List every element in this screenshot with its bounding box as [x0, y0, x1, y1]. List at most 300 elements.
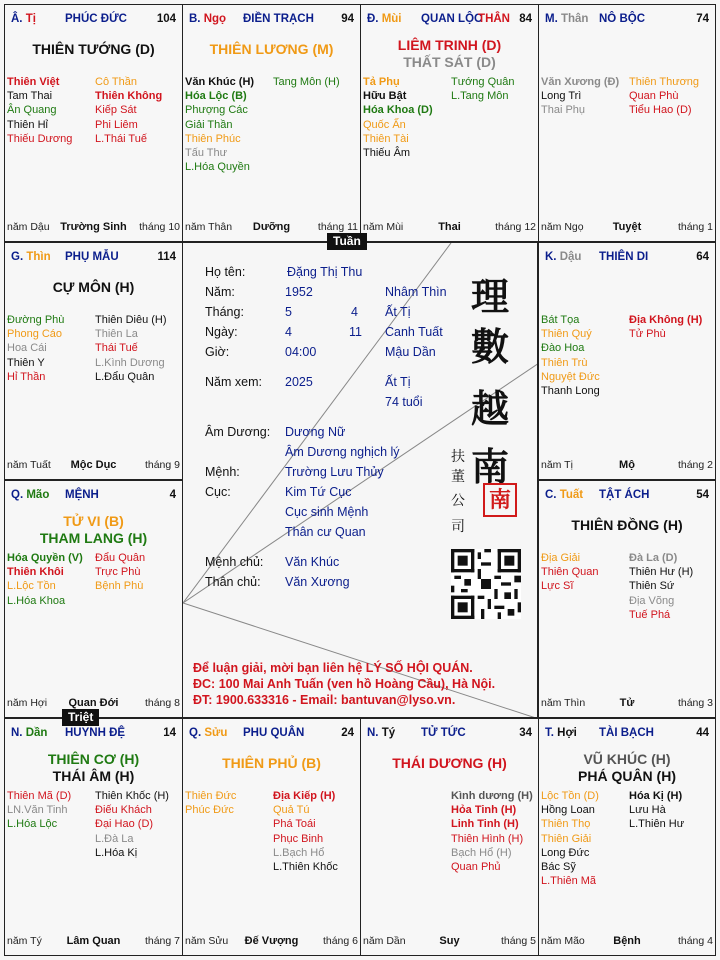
star-item: Kiếp Sát: [95, 104, 137, 117]
palace-stem: G.: [11, 251, 24, 263]
palace-position: [367, 727, 395, 739]
palace-year: năm Dần: [363, 935, 406, 947]
hour-can: Mậu Dần: [385, 345, 436, 359]
star-item: Đại Hao (D): [95, 818, 154, 831]
left-star-list: [541, 313, 600, 398]
palace-name: PHỤ MẪU: [65, 251, 119, 263]
main-star: THIÊN CƠ (H): [47, 751, 140, 767]
right-star-list: [451, 75, 515, 103]
cuc-value: Kim Tứ Cục: [285, 485, 352, 499]
palace-header: [11, 13, 176, 29]
than-chu-label: Thân chủ:: [205, 575, 261, 589]
palace-stem: Q.: [11, 489, 24, 501]
palace-position: [11, 489, 49, 501]
palace-month: tháng 7: [144, 935, 180, 947]
menh-chu-value: Văn Khúc: [285, 555, 340, 569]
star-item: L.Hóa Lộc: [7, 818, 58, 831]
small-calligraphy-1: 扶: [451, 449, 465, 465]
star-item: Quốc Ấn: [363, 118, 406, 131]
right-star-list: [451, 789, 533, 874]
palace-year: năm Hợi: [7, 697, 48, 709]
palace-month: tháng 9: [144, 459, 180, 471]
star-item: L.Thiên Khốc: [273, 861, 338, 874]
palace-number: 24: [341, 727, 354, 739]
left-star-list: [7, 789, 71, 832]
palace-month: tháng 1: [677, 221, 713, 233]
palace-month: tháng 6: [322, 935, 358, 947]
palace-header: [545, 251, 709, 267]
main-star: THIÊN TƯỚNG (D): [32, 41, 155, 57]
main-star: THIÊN LƯƠNG (M): [209, 41, 334, 57]
left-star-list: [541, 75, 619, 118]
life-stage: Dưỡng: [252, 221, 291, 233]
star-item: Bạch Hổ (H): [451, 846, 512, 859]
palace-ngo: [182, 4, 361, 242]
palace-footer: [185, 935, 358, 949]
cuc-label: Cục:: [205, 485, 231, 499]
palace-stem: Q.: [189, 727, 202, 739]
right-star-list: [629, 313, 702, 341]
palace-hoi: [538, 718, 716, 956]
main-stars: [361, 37, 538, 71]
menh-value: Trường Lưu Thủy: [285, 465, 384, 479]
palace-branch: Tị: [25, 13, 36, 25]
star-item: Thiên Quan: [541, 566, 599, 579]
star-item: Hoa Cái: [7, 342, 47, 355]
star-item: Long Đức: [541, 846, 590, 859]
right-star-list: [273, 789, 338, 874]
palace-year: năm Thìn: [541, 697, 586, 709]
star-item: Hỏa Tinh (H): [451, 804, 517, 817]
left-star-list: [363, 75, 433, 160]
palace-position: [11, 13, 36, 25]
star-item: Giải Thần: [185, 118, 233, 131]
menh-chu-label: Mệnh chủ:: [205, 555, 264, 569]
age-value: 74 tuổi: [385, 395, 423, 409]
palace-branch: Sửu: [204, 727, 228, 739]
star-item: Hỉ Thần: [7, 370, 46, 383]
star-item: Thiên Y: [7, 356, 45, 369]
palace-branch: Thìn: [26, 251, 51, 263]
star-item: Thái Tuế: [95, 342, 138, 355]
star-item: Thiếu Dương: [7, 132, 73, 145]
palace-stem: N.: [367, 727, 379, 739]
palace-month: tháng 4: [677, 935, 713, 947]
star-item: Tấu Thư: [185, 147, 228, 160]
palace-suu: [182, 718, 361, 956]
palace-name: TẬT ÁCH: [599, 489, 650, 501]
hour-label: Giờ:: [205, 345, 230, 359]
star-item: Tam Thai: [7, 90, 53, 103]
main-stars: [5, 513, 182, 547]
star-item: Thai Phụ: [541, 104, 586, 117]
star-item: Phong Cáo: [7, 328, 63, 341]
triet-marker: Triệt: [62, 709, 99, 726]
star-item: Thiên Diêu (H): [95, 314, 167, 326]
star-item: Ân Quang: [7, 104, 57, 117]
star-item: L.Tang Môn: [451, 90, 509, 103]
palace-tuat: [538, 480, 716, 718]
left-star-list: [7, 75, 72, 146]
main-star: PHÁ QUÂN (H): [578, 768, 676, 784]
left-star-list: [7, 551, 83, 608]
palace-footer: [363, 935, 536, 949]
star-item: L.Lộc Tồn: [7, 580, 56, 593]
palace-header: [367, 13, 532, 29]
palace-stem: B.: [189, 13, 201, 25]
main-stars: [183, 41, 360, 58]
star-item: Tiểu Hao (D): [629, 104, 692, 117]
contact-line-3: ĐT: 1900.633316 - Email: bantuvan@lyso.vn.: [193, 693, 456, 707]
life-stage: Bệnh: [613, 935, 641, 947]
star-item: Thiên Mã (D): [7, 790, 72, 802]
star-item: Thanh Long: [541, 385, 600, 398]
palace-branch: Hợi: [557, 727, 577, 739]
amduong-value: Dương Nữ: [285, 425, 346, 439]
star-item: Quan Phù: [629, 90, 679, 103]
palace-number: 94: [341, 13, 354, 25]
palace-month: tháng 3: [677, 697, 713, 709]
palace-number: 54: [696, 489, 709, 501]
life-stage: Mộc Dục: [70, 459, 117, 471]
star-item: L.Hóa Quyền: [185, 161, 250, 174]
star-item: Cô Thần: [95, 76, 137, 88]
palace-branch: Tuất: [559, 489, 584, 501]
life-stage: Lâm Quan: [66, 935, 121, 947]
star-item: Thiên Thương: [629, 76, 700, 88]
palace-footer: [541, 221, 713, 235]
palace-year: năm Thân: [185, 221, 233, 233]
star-item: Quả Tú: [273, 804, 310, 817]
palace-name: PHU QUÂN: [243, 727, 305, 739]
star-item: Thiên Tài: [363, 132, 409, 145]
palace-number: 14: [163, 727, 176, 739]
red-seal-stamp: 南: [483, 483, 517, 517]
palace-position: [545, 13, 588, 25]
palace-branch: Ngọ: [203, 13, 227, 25]
main-stars: [5, 41, 182, 58]
year-can: Nhâm Thìn: [385, 285, 447, 299]
calligraphy-char-1: 理: [471, 274, 510, 319]
view-year-can: Ất Tị: [385, 375, 411, 389]
palace-stem: M.: [545, 13, 558, 25]
palace-ty: [360, 718, 539, 956]
star-item: Nguyệt Đức: [541, 370, 600, 383]
star-item: Địa Không (H): [629, 314, 703, 326]
star-item: Văn Khúc (H): [185, 76, 255, 88]
palace-month: tháng 11: [317, 221, 358, 233]
star-item: Tử Phù: [629, 328, 666, 341]
palace-year: năm Mùi: [363, 221, 404, 233]
star-item: Tướng Quân: [451, 76, 515, 88]
right-star-list: [95, 551, 145, 594]
day-solar: 4: [285, 325, 292, 339]
star-item: L.Hóa Kị: [95, 846, 138, 859]
main-star: LIÊM TRINH (D): [397, 37, 502, 53]
palace-dan: [4, 718, 183, 956]
center-info-panel: [182, 242, 538, 718]
palace-footer: [7, 935, 180, 949]
palace-number: 84: [519, 13, 532, 25]
star-item: Bát Tọa: [541, 314, 580, 326]
palace-year: năm Tý: [7, 935, 42, 947]
palace-month: tháng 5: [500, 935, 536, 947]
day-lunar: 11: [349, 325, 362, 339]
star-item: Hóa Kị (H): [629, 790, 683, 802]
palace-dau: [538, 242, 716, 480]
right-star-list: [95, 75, 162, 146]
right-star-list: [629, 75, 699, 118]
main-star: THẤT SÁT (D): [403, 54, 496, 70]
contact-line-2: ĐC: 100 Mai Anh Tuấn (ven hồ Hoàng Cầu), Hà Nội.: [193, 677, 496, 691]
star-item: Thiên Đức: [185, 790, 237, 802]
star-item: L.Thiên Mã: [541, 875, 597, 888]
palace-number: 74: [696, 13, 709, 25]
star-item: Phượng Các: [185, 104, 248, 117]
name-value: Đặng Thị Thu: [287, 265, 363, 279]
palace-than: [538, 4, 716, 242]
right-star-list: [273, 75, 340, 89]
palace-header: [545, 489, 709, 505]
palace-branch: Tý: [381, 727, 396, 739]
star-item: L.Bạch Hổ: [273, 846, 325, 859]
star-item: Thiên Giải: [541, 832, 592, 845]
star-item: Thiên Sứ: [629, 580, 675, 593]
palace-year: năm Ngọ: [541, 221, 584, 233]
star-item: LN.Văn Tinh: [7, 804, 68, 817]
star-item: Long Trì: [541, 90, 582, 103]
star-item: Thiên Thọ: [541, 818, 591, 831]
than-cu: Thân cư Quan: [285, 525, 366, 539]
month-label: Tháng:: [205, 305, 244, 319]
than-chu-value: Văn Xương: [285, 575, 350, 589]
left-star-list: [541, 551, 598, 594]
month-solar: 5: [285, 305, 292, 319]
palace-branch: Dậu: [559, 251, 582, 263]
palace-position: [545, 727, 577, 739]
main-star: CỰ MÔN (H): [52, 279, 135, 295]
menh-label: Mệnh:: [205, 465, 240, 479]
left-star-list: [7, 313, 64, 384]
than-marker: THÂN: [478, 13, 510, 25]
palace-footer: [363, 221, 536, 235]
cuc-relation: Cục sinh Mệnh: [285, 505, 369, 519]
palace-name: MỆNH: [65, 489, 99, 501]
palace-position: [11, 727, 47, 739]
palace-year: năm Dậu: [7, 221, 50, 233]
palace-number: 44: [696, 727, 709, 739]
palace-header: [367, 727, 532, 743]
palace-position: [189, 13, 226, 25]
star-item: Hóa Lộc (B): [185, 90, 247, 103]
main-star: THIÊN PHỦ (B): [222, 755, 321, 771]
palace-header: [545, 13, 709, 29]
year-label: Năm:: [205, 285, 235, 299]
main-star: THIÊN ĐỒNG (H): [571, 517, 683, 533]
life-stage: Suy: [439, 935, 460, 947]
palace-footer: [7, 459, 180, 473]
palace-branch: Thân: [560, 13, 589, 25]
palace-name: QUAN LỘC: [421, 13, 483, 25]
star-item: L.Kình Dương: [95, 356, 165, 369]
palace-month: tháng 8: [144, 697, 180, 709]
calligraphy-char-3: 越: [471, 386, 510, 431]
palace-year: năm Mão: [541, 935, 585, 947]
star-item: Hóa Quyền (V): [7, 552, 83, 564]
main-stars: [539, 751, 715, 785]
star-item: Thiên Khốc (H): [95, 790, 169, 802]
palace-header: [11, 727, 176, 743]
star-item: Lộc Tồn (D): [541, 790, 599, 802]
palace-name: TỬ TỨC: [421, 727, 466, 739]
main-star: THÁI ÂM (H): [52, 768, 135, 784]
life-stage: Mộ: [619, 459, 635, 471]
star-item: Phá Toái: [273, 818, 316, 831]
star-item: L.Hóa Khoa: [7, 594, 66, 607]
palace-month: tháng 2: [677, 459, 713, 471]
palace-footer: [541, 459, 713, 473]
star-item: Thiên Hư (H): [629, 566, 694, 579]
palace-name: PHÚC ĐỨC: [65, 13, 127, 25]
palace-position: [189, 727, 227, 739]
palace-name: HUYNH ĐỆ: [65, 727, 126, 739]
calligraphy-char-2: 數: [471, 324, 510, 369]
palace-stem: T.: [545, 727, 554, 739]
palace-header: [189, 727, 354, 743]
star-item: Đà La (D): [629, 552, 678, 564]
star-item: Quan Phủ: [451, 861, 501, 874]
star-item: Thiên Khôi: [7, 566, 64, 579]
month-can: Ất Tị: [385, 305, 411, 319]
life-stage: Tử: [619, 697, 635, 709]
small-calligraphy-4: 司: [451, 519, 465, 535]
palace-footer: [541, 935, 713, 949]
small-calligraphy-2: 董: [451, 469, 465, 485]
palace-stem: K.: [545, 251, 557, 263]
palace-year: năm Tuất: [7, 459, 51, 471]
palace-stem: Â.: [11, 13, 23, 25]
left-star-list: [185, 75, 254, 174]
palace-branch: Dần: [25, 727, 48, 739]
palace-stem: N.: [11, 727, 23, 739]
star-item: Thiên Hình (H): [451, 832, 524, 845]
palace-number: 4: [169, 489, 176, 501]
amduong-relation: Âm Dương nghịch lý: [285, 445, 400, 459]
main-star: TỬ VI (B): [63, 513, 124, 529]
palace-position: [545, 251, 581, 263]
year-solar: 1952: [285, 285, 313, 299]
main-star: VŨ KHÚC (H): [583, 751, 671, 767]
star-item: Tả Phụ: [363, 76, 400, 88]
palace-number: 104: [156, 13, 176, 25]
palace-month: tháng 10: [139, 221, 180, 233]
palace-branch: Mão: [26, 489, 50, 501]
star-item: Hữu Bật: [363, 90, 407, 103]
star-item: Địa Giải: [541, 552, 581, 564]
palace-mui: [360, 4, 539, 242]
star-item: Phục Binh: [273, 832, 324, 845]
main-star: THÁI DƯƠNG (H): [392, 755, 507, 771]
palace-header: [545, 727, 709, 743]
star-item: Thiên La: [95, 328, 138, 341]
star-item: Trực Phù: [95, 566, 141, 579]
life-stage: Đế Vượng: [244, 935, 299, 947]
palace-thin: [4, 242, 183, 480]
star-item: Hồng Loan: [541, 804, 595, 817]
left-star-list: [185, 789, 236, 817]
palace-ti: [4, 4, 183, 242]
star-item: L.Thiên Hư: [629, 818, 685, 831]
day-label: Ngày:: [205, 325, 238, 339]
star-item: Địa Võng: [629, 594, 675, 607]
star-item: L.Đẩu Quân: [95, 370, 155, 383]
main-stars: [5, 279, 182, 296]
right-star-list: [95, 789, 169, 860]
palace-name: NÔ BỘC: [599, 13, 645, 25]
palace-number: 34: [519, 727, 532, 739]
main-stars: [5, 751, 182, 785]
life-stage: Tuyệt: [612, 221, 642, 233]
star-item: Thiên Quý: [541, 328, 592, 341]
star-item: Thiên Không: [95, 90, 163, 103]
palace-header: [11, 489, 176, 505]
palace-header: [11, 251, 176, 267]
star-item: Thiên Phúc: [185, 132, 241, 145]
palace-position: [11, 251, 51, 263]
life-stage: Trường Sinh: [60, 221, 127, 233]
star-item: Bệnh Phù: [95, 580, 144, 593]
tuan-marker: Tuần: [327, 233, 367, 250]
palace-number: 64: [696, 251, 709, 263]
right-star-list: [629, 789, 684, 832]
star-item: Phúc Đức: [185, 804, 234, 817]
star-item: Kình dương (H): [451, 790, 533, 802]
star-item: Điếu Khách: [95, 804, 152, 817]
palace-footer: [7, 221, 180, 235]
star-item: Thiên Trù: [541, 356, 588, 369]
palace-number: 114: [157, 251, 176, 263]
left-star-list: [541, 789, 599, 888]
day-can: Canh Tuất: [385, 325, 443, 339]
star-item: Lực Sĩ: [541, 580, 574, 593]
star-item: Thiếu Âm: [363, 147, 411, 160]
palace-stem: C.: [545, 489, 557, 501]
palace-position: [545, 489, 583, 501]
star-item: Tang Môn (H): [273, 76, 340, 88]
palace-year: năm Sửu: [185, 935, 229, 947]
main-star: THAM LANG (H): [39, 530, 148, 546]
palace-mao: [4, 480, 183, 718]
life-stage: Thai: [438, 221, 461, 233]
star-item: Đào Hoa: [541, 342, 585, 355]
view-year-label: Năm xem:: [205, 375, 262, 389]
star-item: Văn Xương (Đ): [541, 76, 620, 88]
star-item: Đẩu Quân: [95, 552, 146, 564]
star-item: Hóa Khoa (D): [363, 104, 433, 117]
palace-name: TÀI BẠCH: [599, 727, 654, 739]
name-label: Họ tên:: [205, 265, 246, 279]
main-stars: [361, 755, 538, 772]
star-item: Đường Phù: [7, 314, 65, 326]
qr-code-icon: [451, 549, 521, 619]
calligraphy-char-4: 南: [471, 444, 510, 489]
star-item: Thiên Hỉ: [7, 118, 48, 131]
star-item: Phi Liêm: [95, 118, 138, 131]
right-star-list: [95, 313, 167, 384]
right-star-list: [629, 551, 693, 622]
star-item: Thiên Việt: [7, 76, 60, 88]
main-stars: [539, 517, 715, 534]
